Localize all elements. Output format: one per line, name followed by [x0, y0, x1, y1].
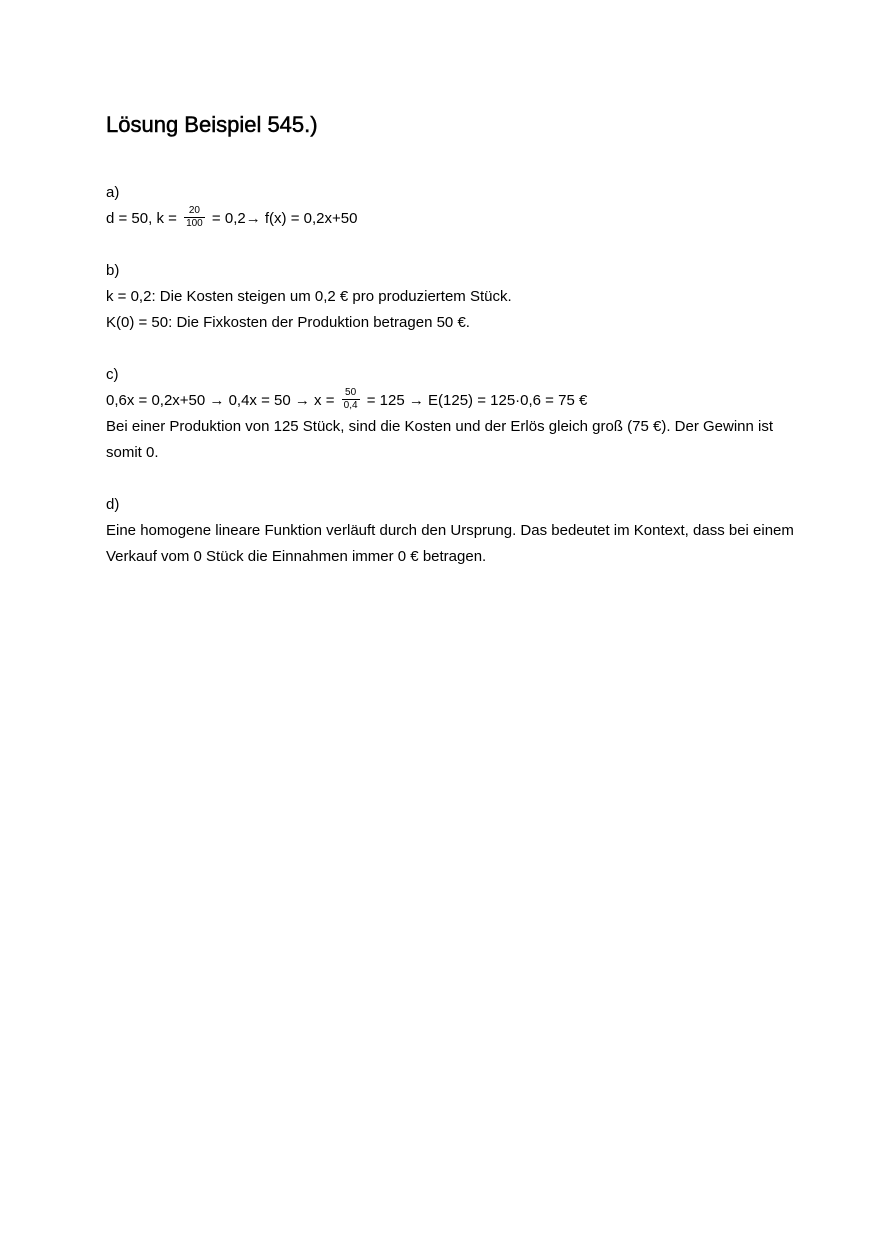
section-a — [106, 180, 796, 232]
fraction-a-denominator: 100 — [186, 217, 203, 229]
page-title: Lösung Beispiel 545.) — [106, 112, 318, 137]
section-b — [106, 258, 796, 336]
section-c — [106, 362, 796, 466]
section-b-line1: k = 0,2: Die Kosten steigen um 0,2 € pro produziertem Stück. — [106, 288, 512, 305]
section-c-formula — [106, 388, 796, 414]
section-b-label: b) — [106, 262, 120, 279]
section-d-text: Eine homogene lineare Funktion verläuft durch den Ursprung. Das bedeutet im Kontext, dass bei einem Verkauf vom 0 Stück die Einnahmen immer 0 € betragen. — [106, 522, 794, 565]
formula-a-post: = 0,2→ f(x) = 0,2x+50 — [211, 210, 358, 227]
formula-c-post: = 125 → E(125) = 125·0,6 = 75 € — [366, 392, 588, 409]
section-c-label: c) — [106, 366, 119, 383]
fraction-a — [184, 205, 205, 230]
fraction-c — [342, 387, 360, 412]
formula-a-pre: d = 50, k = — [106, 210, 177, 227]
section-a-formula — [106, 206, 796, 232]
fraction-a-numerator: 20 — [188, 204, 200, 216]
fraction-c-denominator: 0,4 — [343, 399, 358, 411]
fraction-c-numerator: 50 — [345, 386, 357, 398]
section-a-label: a) — [106, 184, 120, 201]
document-page — [106, 110, 796, 570]
section-d-label: d) — [106, 496, 120, 513]
section-c-text: Bei einer Produktion von 125 Stück, sind die Kosten und der Erlös gleich groß (75 €). Der Gewinn ist somit 0. — [106, 418, 774, 461]
formula-c-pre: 0,6x = 0,2x+50 → 0,4x = 50 → x = — [106, 392, 335, 409]
section-d — [106, 492, 796, 570]
section-b-line2: K(0) = 50: Die Fixkosten der Produktion betragen 50 €. — [106, 314, 470, 331]
